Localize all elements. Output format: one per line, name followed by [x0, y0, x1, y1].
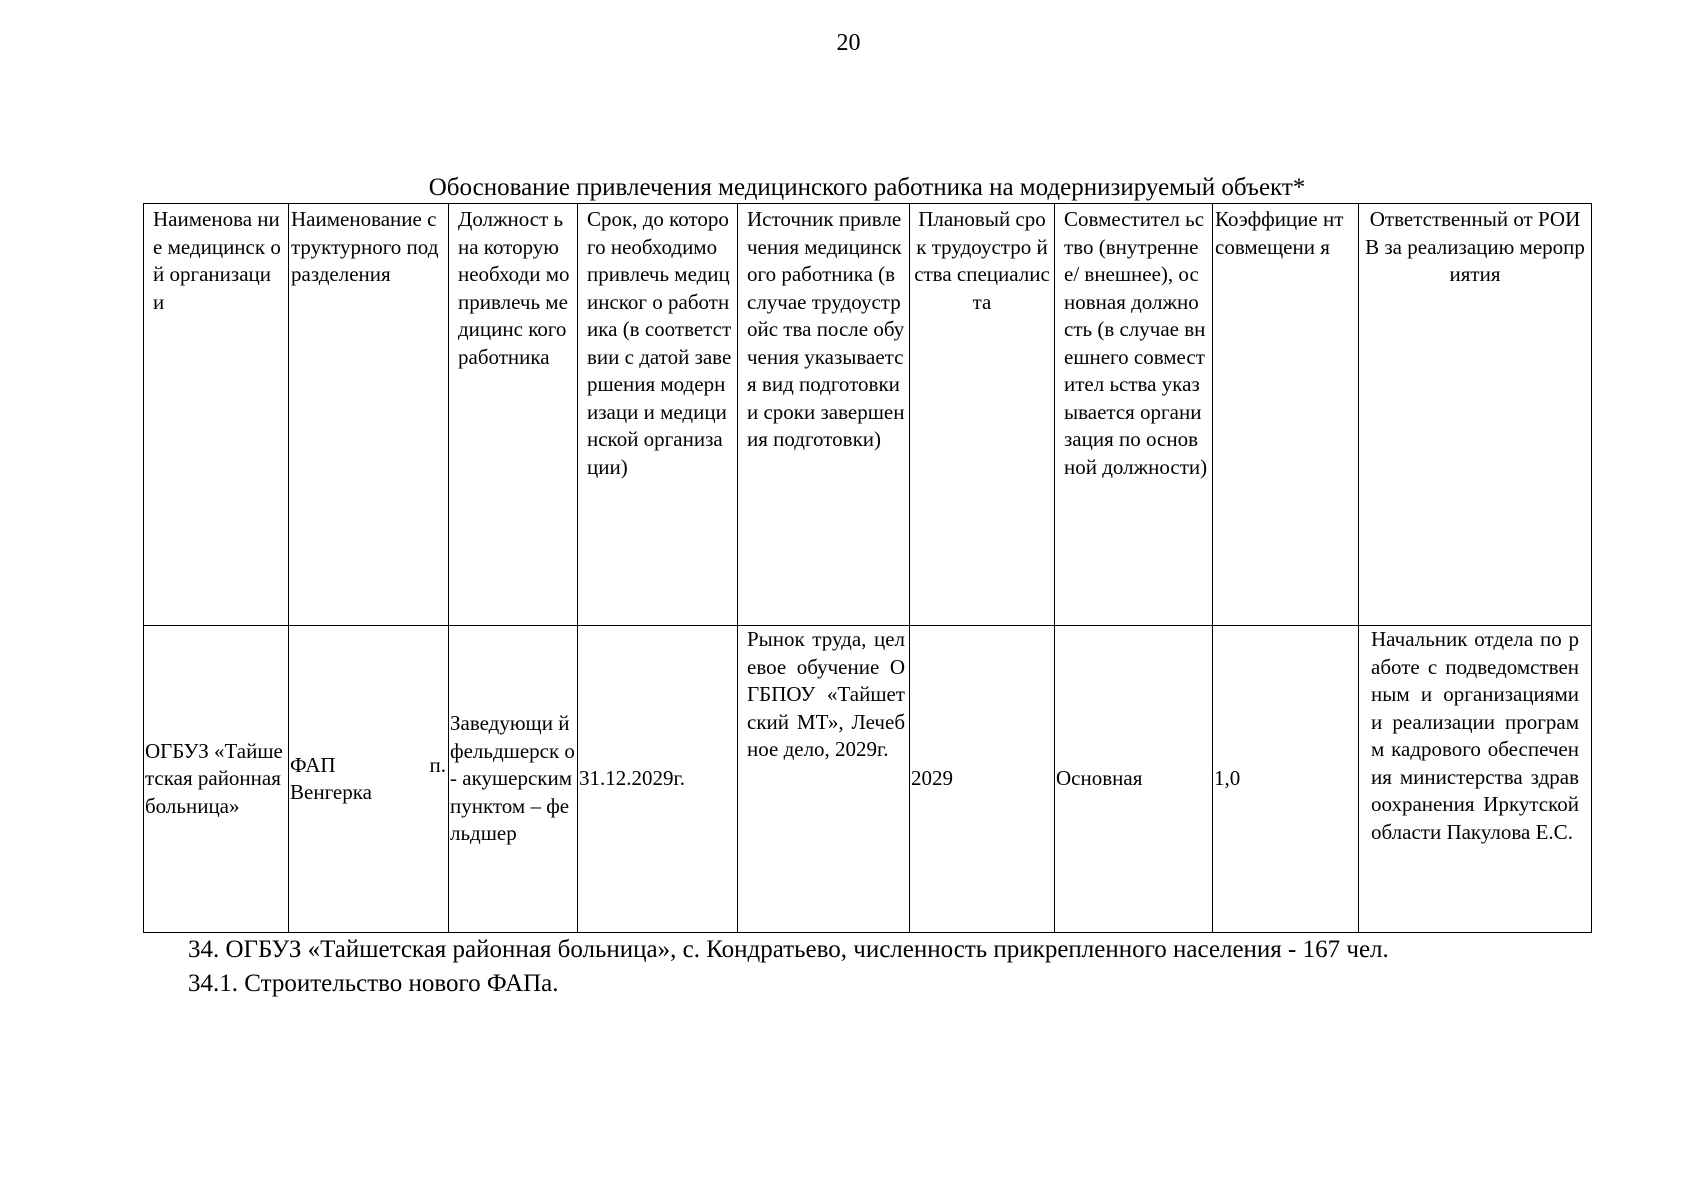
cell-position: Заведующи й фельдшерск о- акушерским пунктом – фельдшер	[449, 626, 578, 933]
cell-source: Рынок труда, целевое обучение ОГБПОУ «Тайшетский МТ», Лечебное дело, 2029г.	[738, 626, 910, 933]
subdivision-type: ФАП	[290, 752, 336, 777]
header-combination: Совместител ьство (внутреннее/ внешнее), основная должность (в случае внешнего совместител ьства указывается организация по основной должности)	[1055, 204, 1213, 626]
header-planned-term: Плановый срок трудоустро йства специалиста	[910, 204, 1055, 626]
table-title: Обоснование привлечения медицинского работника на модернизируемый объект*	[428, 174, 1306, 201]
cell-planned-year: 2029	[910, 626, 1055, 933]
subdivision-name: Венгерка	[290, 780, 372, 804]
header-coefficient: Коэффицие нт совмещени я	[1213, 204, 1359, 626]
cell-deadline: 31.12.2029г.	[578, 626, 738, 933]
cell-combination: Основная	[1055, 626, 1213, 933]
section-heading: 34. ОГБУЗ «Тайшетская районная больница», с. Кондратьево, численность прикрепленного населения - 167 чел.	[188, 936, 1389, 963]
cell-organization: ОГБУЗ «Тайшетская районная больница»	[144, 626, 289, 933]
table-header-row	[144, 204, 1592, 626]
cell-subdivision	[289, 626, 449, 933]
cell-coefficient: 1,0	[1213, 626, 1359, 933]
header-subdivision: Наименование структурного подразделения	[289, 204, 449, 626]
cell-responsible: Начальник отдела по работе с подведомственным и организациями и реализации программ кадрового обеспечения министерства здравоохранения Иркутской области Пакулова Е.С.	[1359, 626, 1592, 933]
page-number: 20	[836, 30, 861, 56]
header-source: Источник привлечения медицинского работника (в случае трудоустройс тва после обучения указывается вид подготовки и сроки завершения подготовки)	[738, 204, 910, 626]
header-position: Должност ь на которую необходи мо привлечь медицинс кого работника	[449, 204, 578, 626]
subdivision-first-line	[290, 752, 446, 780]
table-row	[144, 626, 1592, 933]
header-responsible: Ответственный от РОИВ за реализацию мероприятия	[1359, 204, 1592, 626]
header-deadline: Срок, до которого необходимо привлечь медицинског о работника (в соответствии с датой завершения модернизаци и медицинской организации)	[578, 204, 738, 626]
subsection-heading: 34.1. Строительство нового ФАПа.	[188, 970, 559, 997]
subdivision-prefix: п.	[429, 752, 446, 777]
header-organization: Наименова ние медицинск ой организаци и	[144, 204, 289, 626]
justification-table	[143, 203, 1592, 933]
